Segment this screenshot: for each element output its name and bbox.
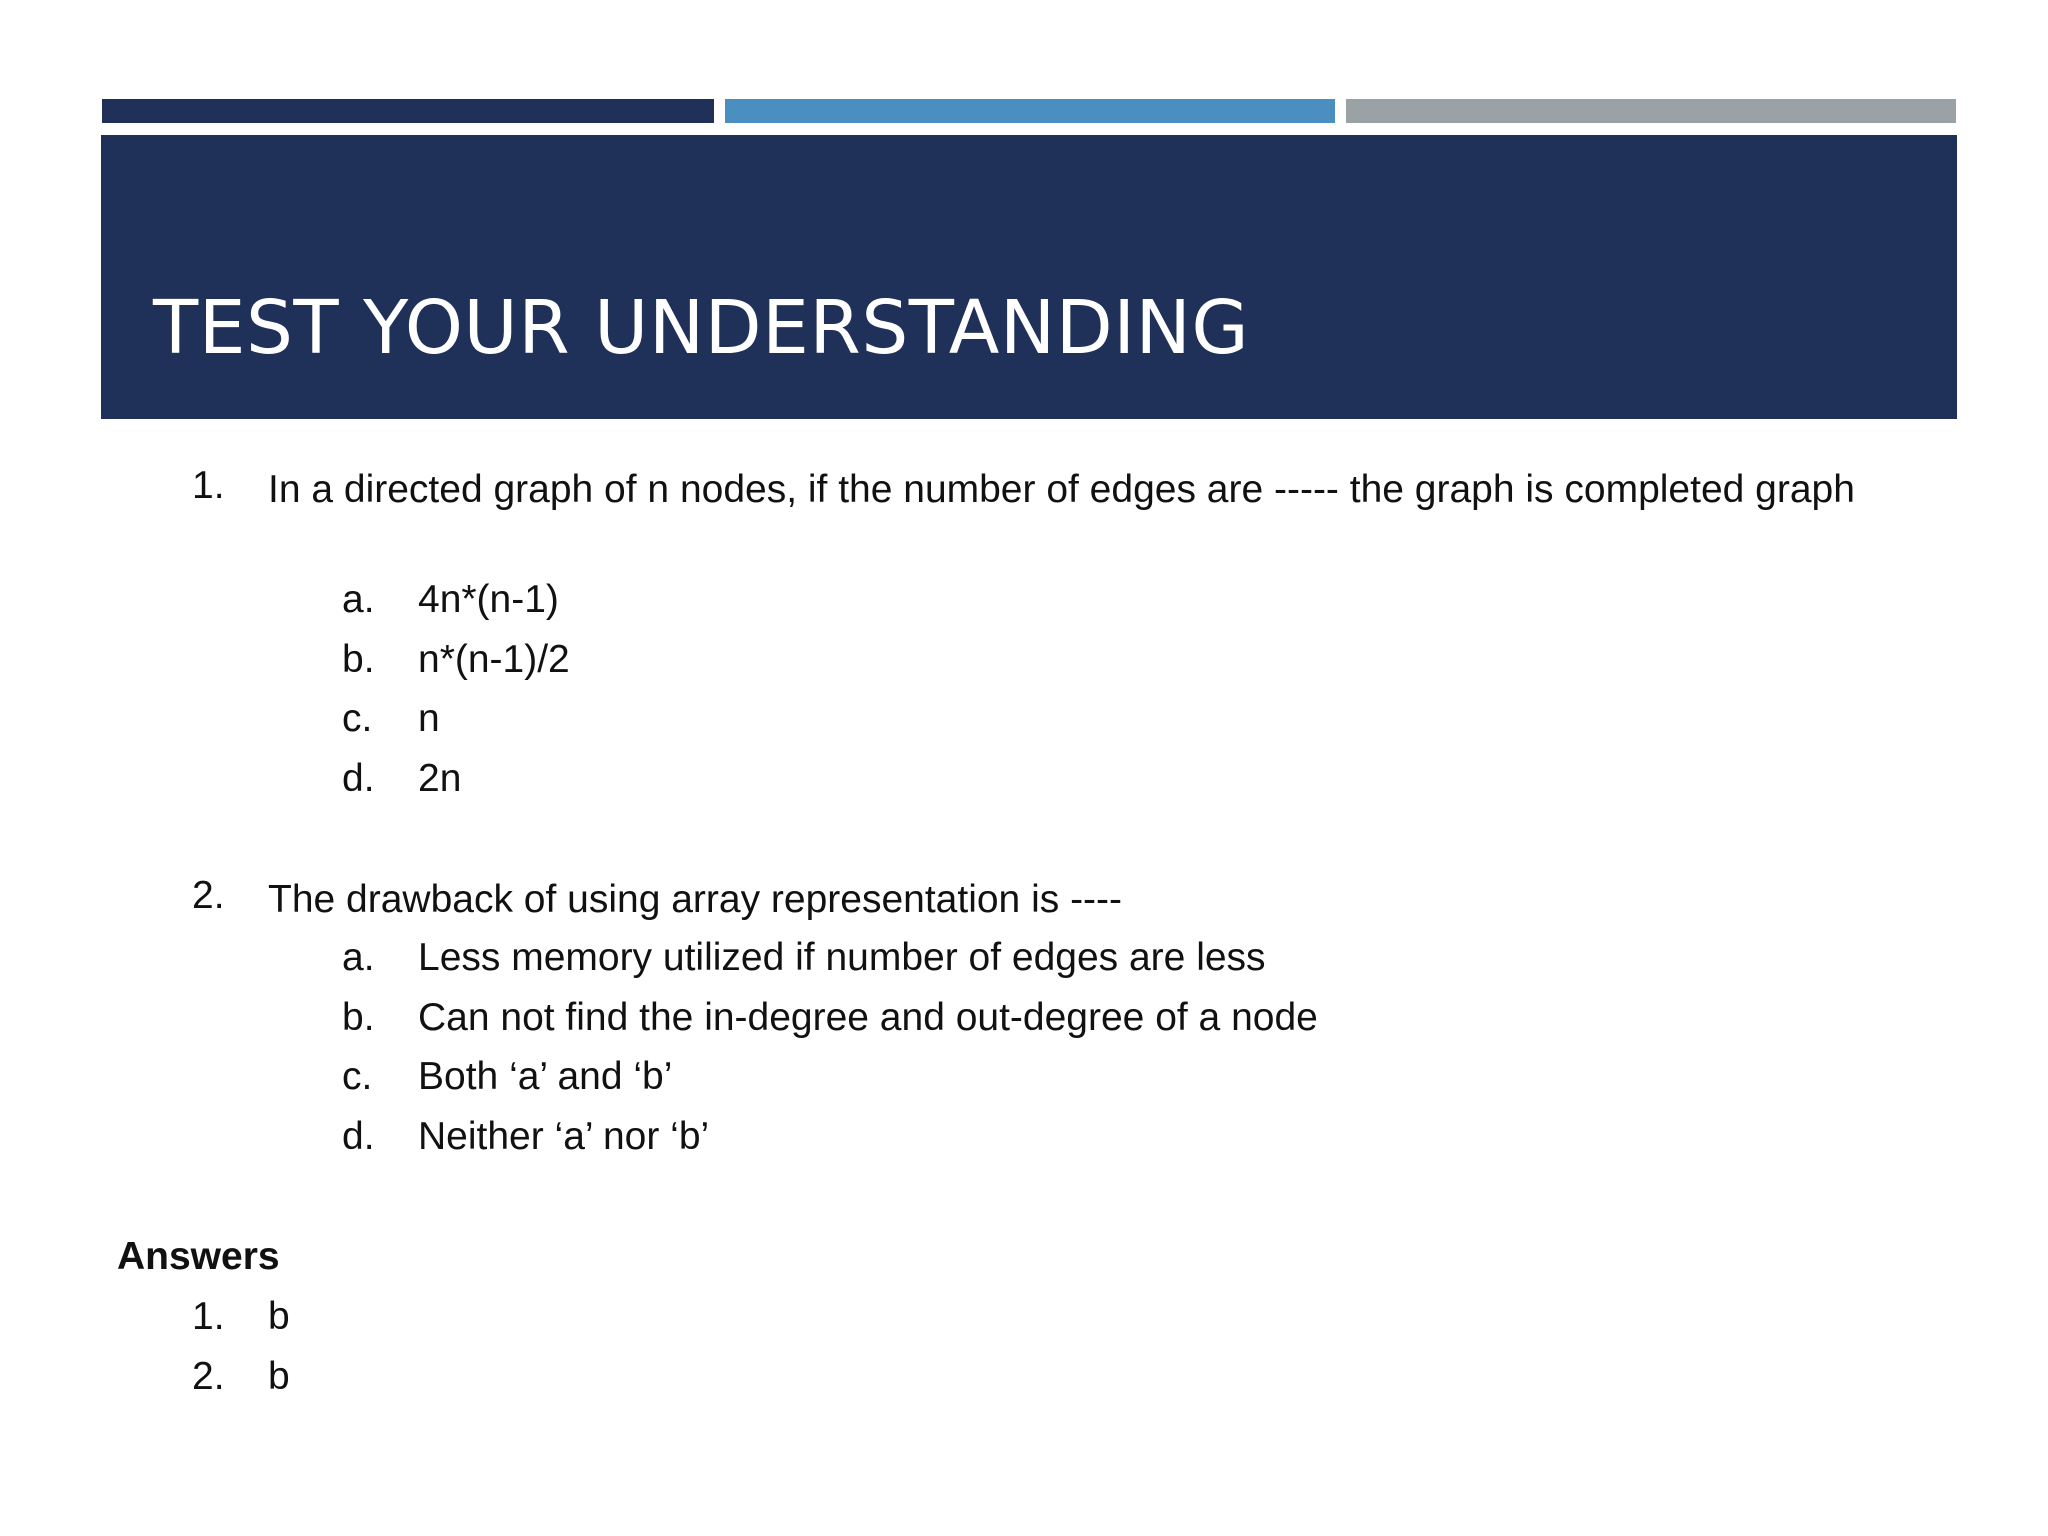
option-2b — [342, 993, 1318, 1043]
option-text: 4n*(n-1) — [418, 578, 559, 621]
option-text: Neither ‘a’ nor ‘b’ — [418, 1115, 710, 1158]
option-letter: d. — [342, 1115, 375, 1158]
option-letter: a. — [342, 936, 375, 979]
accent-bar-blue — [725, 99, 1335, 123]
option-text: Can not find the in-degree and out-degree of a node — [418, 996, 1318, 1039]
option-text: n*(n-1)/2 — [418, 638, 570, 681]
answer-number: 2. — [192, 1355, 225, 1398]
question-number: 1. — [192, 464, 225, 507]
option-1c — [342, 694, 440, 744]
accent-bar-gray — [1346, 99, 1956, 123]
option-text: 2n — [418, 757, 462, 800]
option-2c — [342, 1052, 672, 1102]
option-letter: c. — [342, 1055, 373, 1098]
option-text: Less memory utilized if number of edges are less — [418, 936, 1266, 979]
option-letter: d. — [342, 757, 375, 800]
option-text: n — [418, 697, 440, 740]
option-2d — [342, 1112, 709, 1162]
accent-bar-navy — [102, 99, 714, 123]
answers-heading: Answers — [117, 1235, 280, 1278]
question-number: 2. — [192, 874, 225, 917]
option-1a — [342, 575, 559, 625]
answer-2 — [192, 1352, 290, 1402]
answer-value: b — [268, 1295, 290, 1338]
answer-number: 1. — [192, 1295, 225, 1338]
question-1 — [192, 464, 1948, 515]
option-letter: c. — [342, 697, 373, 740]
question-text: In a directed graph of n nodes, if the number of edges are ----- the graph is completed graph — [268, 468, 1855, 511]
option-letter: b. — [342, 996, 375, 1039]
option-text: Both ‘a’ and ‘b’ — [418, 1055, 673, 1098]
option-2a — [342, 933, 1266, 983]
option-letter: b. — [342, 638, 375, 681]
option-letter: a. — [342, 578, 375, 621]
answer-value: b — [268, 1355, 290, 1398]
slide-title: TEST YOUR UNDERSTANDING — [153, 285, 1250, 371]
option-1d — [342, 754, 461, 804]
question-text: The drawback of using array representation is ---- — [268, 878, 1123, 921]
title-band — [101, 135, 1957, 419]
option-1b — [342, 635, 570, 685]
question-2 — [192, 874, 1948, 925]
answer-1 — [192, 1292, 290, 1342]
